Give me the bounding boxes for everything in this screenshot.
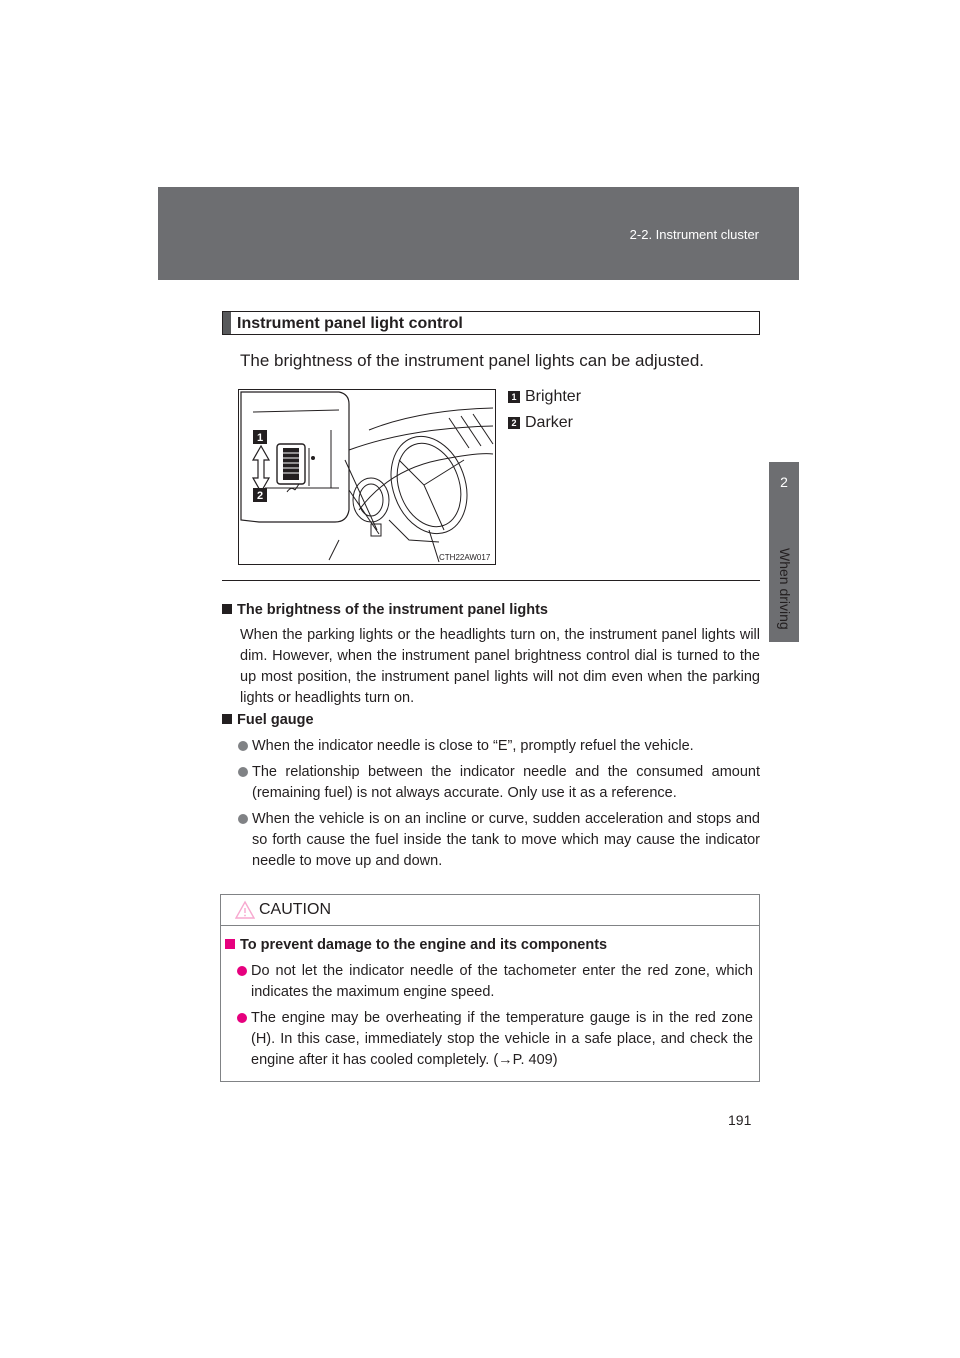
note-fuel-gauge (222, 710, 760, 872)
section-intro: The brightness of the instrument panel lights can be adjusted. (240, 351, 705, 370)
caution-content (221, 935, 759, 1071)
chapter-number: 2 (780, 474, 788, 490)
heading-accent (223, 312, 231, 334)
legend-item-darker (508, 414, 573, 432)
warning-triangle-icon (235, 900, 255, 920)
note-brightness (222, 600, 760, 709)
page-number: 191 (728, 1112, 752, 1128)
list-item: When the vehicle is on an incline or curve, sudden acceleration and stops and so forth cause the fuel inside the tank to move which may cause the indicator needle to move up and down. (252, 809, 760, 872)
note-heading: The brightness of the instrument panel lights (222, 600, 760, 621)
square-bullet-icon (222, 604, 232, 614)
caution-title: CAUTION (259, 901, 331, 918)
section-title: Instrument panel light control (237, 315, 463, 332)
note-paragraph: When the parking lights or the headlights turn on, the instrument panel lights will dim. However, when the instrument panel brightness control dial is turned to the up most position, the instrument panel lights will not dim even when the parking lights or headlights turn on. (240, 627, 760, 706)
figure-code: CTH22AW017 (439, 553, 491, 562)
square-bullet-icon (222, 714, 232, 724)
legend-label: Darker (525, 414, 574, 431)
dashboard-illustration (238, 389, 496, 565)
legend-label: Brighter (525, 388, 582, 405)
legend-item-brighter (508, 388, 581, 406)
square-bullet-icon (225, 939, 235, 949)
legend-number-icon: 2 (508, 417, 520, 429)
round-bullet-icon (238, 767, 248, 777)
round-bullet-icon (237, 966, 247, 976)
note-heading: Fuel gauge (222, 710, 760, 731)
section-divider (222, 580, 760, 581)
round-bullet-icon (237, 1013, 247, 1023)
figure-marker-1: 1 (256, 432, 264, 444)
list-item: The relationship between the indicator needle and the consumed amount (remaining fuel) is not always accurate. Only use it as a reference. (252, 762, 760, 804)
round-bullet-icon (238, 814, 248, 824)
section-heading-bar (222, 311, 760, 335)
legend-number-icon: 1 (508, 391, 520, 403)
section-breadcrumb: 2-2. Instrument cluster (629, 227, 759, 242)
caution-heading: To prevent damage to the engine and its components (225, 935, 759, 956)
figure-marker-2: 2 (256, 490, 264, 502)
list-item: Do not let the indicator needle of the tachometer enter the red zone, which indicates the maximum engine speed. (251, 961, 753, 1003)
list-item: The engine may be overheating if the temperature gauge is in the red zone (H). In this case, immediately stop the vehicle in a safe place, and check the engine after it has cooled completely. (→P. 409) (251, 1008, 753, 1071)
list-item: When the indicator needle is close to “E”, promptly refuel the vehicle. (252, 736, 760, 757)
caution-header (221, 895, 759, 926)
chapter-label: When driving (777, 548, 793, 630)
chapter-header (158, 187, 799, 280)
caution-box (220, 894, 760, 1082)
round-bullet-icon (238, 741, 248, 751)
